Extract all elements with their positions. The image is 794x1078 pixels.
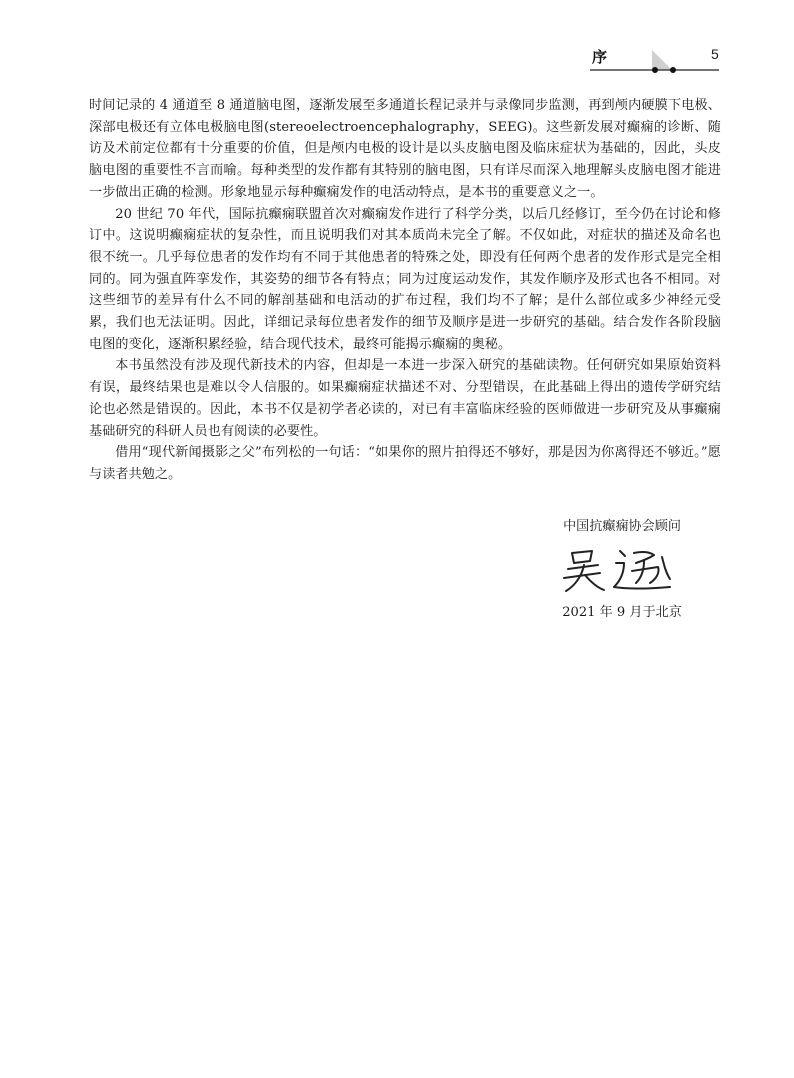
header-rule-dot-right xyxy=(670,67,676,73)
header-rule-dot-left xyxy=(652,67,658,73)
page-number: 5 xyxy=(711,46,719,62)
paragraph-2: 20 世纪 70 年代，国际抗癫痫联盟首次对癫痫发作进行了科学分类，以后几经修订，至今仍在讨论和修订中。这说明癫痫症状的复杂性，而且说明我们对其本质尚未完全了解。不仅如此，对症状的描述及命名也很不统一。几乎每位患者的发作均有不同于其他患者的特殊之处，即没有任何两个患者的发作形式是完全相同的。同为强直阵挛发作，其姿势的细节各有特点；同为过度运动发作，其发作顺序及形式也各不相同。对这些细节的差异有什么不同的解剖基础和电活动的扩布过程，我们均不了解；是什么部位或多少神经元受累，我们也无法证明。因此，详细记录每位患者发作的细节及顺序是进一步研究的基础。结合发作各阶段脑电图的变化，逐渐积累经验，结合现代技术，最终可能揭示癫痫的奥秘。 xyxy=(89,206,721,352)
signature-date: 2021 年 9 月于北京 xyxy=(562,605,682,620)
paragraph-3: 本书虽然没有涉及现代新技术的内容，但却是一本进一步深入研究的基础读物。任何研究如果原始资料有误，最终结果也是难以令人信服的。如果癫痫症状描述不对、分型错误，在此基础上得出的遗传学研究结论也必然是错误的。因此，本书不仅是初学者必读的，对已有丰富临床经验的医师做进一步研究及从事癫痫基础研究的科研人员也有阅读的必要性。 xyxy=(89,358,721,439)
body-text xyxy=(89,95,721,486)
handwritten-signature xyxy=(558,545,688,595)
signer-title: 中国抗癫痫协会顾问 xyxy=(563,519,681,534)
page-header xyxy=(0,0,794,80)
section-title: 序 xyxy=(592,48,608,66)
paragraph-1: 时间记录的 4 通道至 8 通道脑电图，逐渐发展至多通道长程记录并与录像同步监测，再到颅内硬膜下电极、深部电极还有立体电极脑电图(stereoelectroencephalography，SEEG)。这些新发展对癫痫的诊断、随访及术前定位都有十分重要的价值，但是颅内电极的设计是以头皮脑电图及临床症状为基础的，因此，头皮脑电图的重要性不言而喻。每种类型的发作都有其特别的脑电图，只有详尽而深入地理解头皮脑电图才能进一步做出正确的检测。形象地显示每种癫痫发作的电活动特点，是本书的重要意义之一。 xyxy=(89,98,721,200)
paragraph-4: 借用“现代新闻摄影之父”布列松的一句话：“如果你的照片拍得还不够好，那是因为你离得还不够近。”愿与读者共勉之。 xyxy=(89,445,721,482)
header-rule-decoration xyxy=(0,0,794,80)
